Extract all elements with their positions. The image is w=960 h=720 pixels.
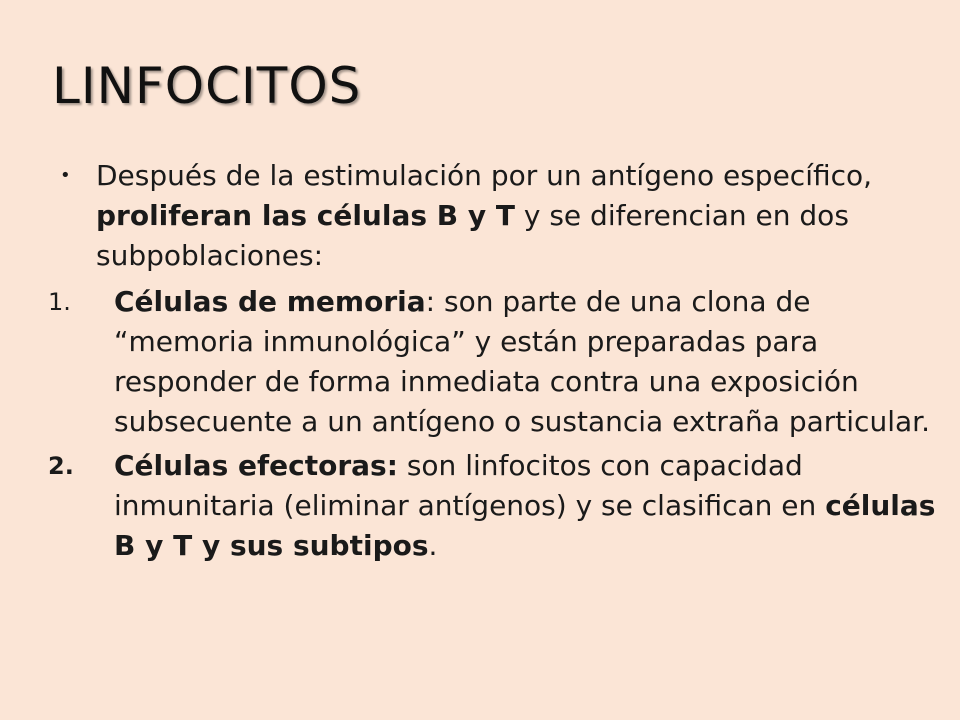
slide-title: LINFOCITOS xyxy=(52,57,362,115)
bullet-marker: • xyxy=(60,165,71,186)
item-1-bold-text: Células de memoria xyxy=(114,285,426,318)
bullet-bold-text: proliferan las células B y T xyxy=(96,199,515,232)
item-2-text: son linfocitos con capacidad inmunitaria (eliminar antígenos) y se clasifican en xyxy=(114,449,826,522)
item-number-1: 1. xyxy=(48,288,71,316)
bullet-text-2: y se diferencian en dos subpoblaciones: xyxy=(96,199,849,272)
slide-content xyxy=(48,156,936,570)
numbered-item-1 xyxy=(48,282,936,442)
item-2-bold-text: Células efectoras: xyxy=(114,449,398,482)
bullet-item xyxy=(56,156,936,276)
item-1-text: : son parte de una clona de “memoria inmunológica” y están preparadas para responder de forma inmediata contra una exposición subsecuente a un antígeno o sustancia extraña particular. xyxy=(114,285,930,438)
numbered-item-2 xyxy=(48,446,936,566)
item-2-text-end: . xyxy=(428,529,438,562)
item-number-2: 2. xyxy=(48,452,74,480)
bullet-text-1: Después de la estimulación por un antígeno específico, xyxy=(96,159,873,192)
item-2-bold-text-2: células B y T y sus subtipos xyxy=(114,489,936,562)
